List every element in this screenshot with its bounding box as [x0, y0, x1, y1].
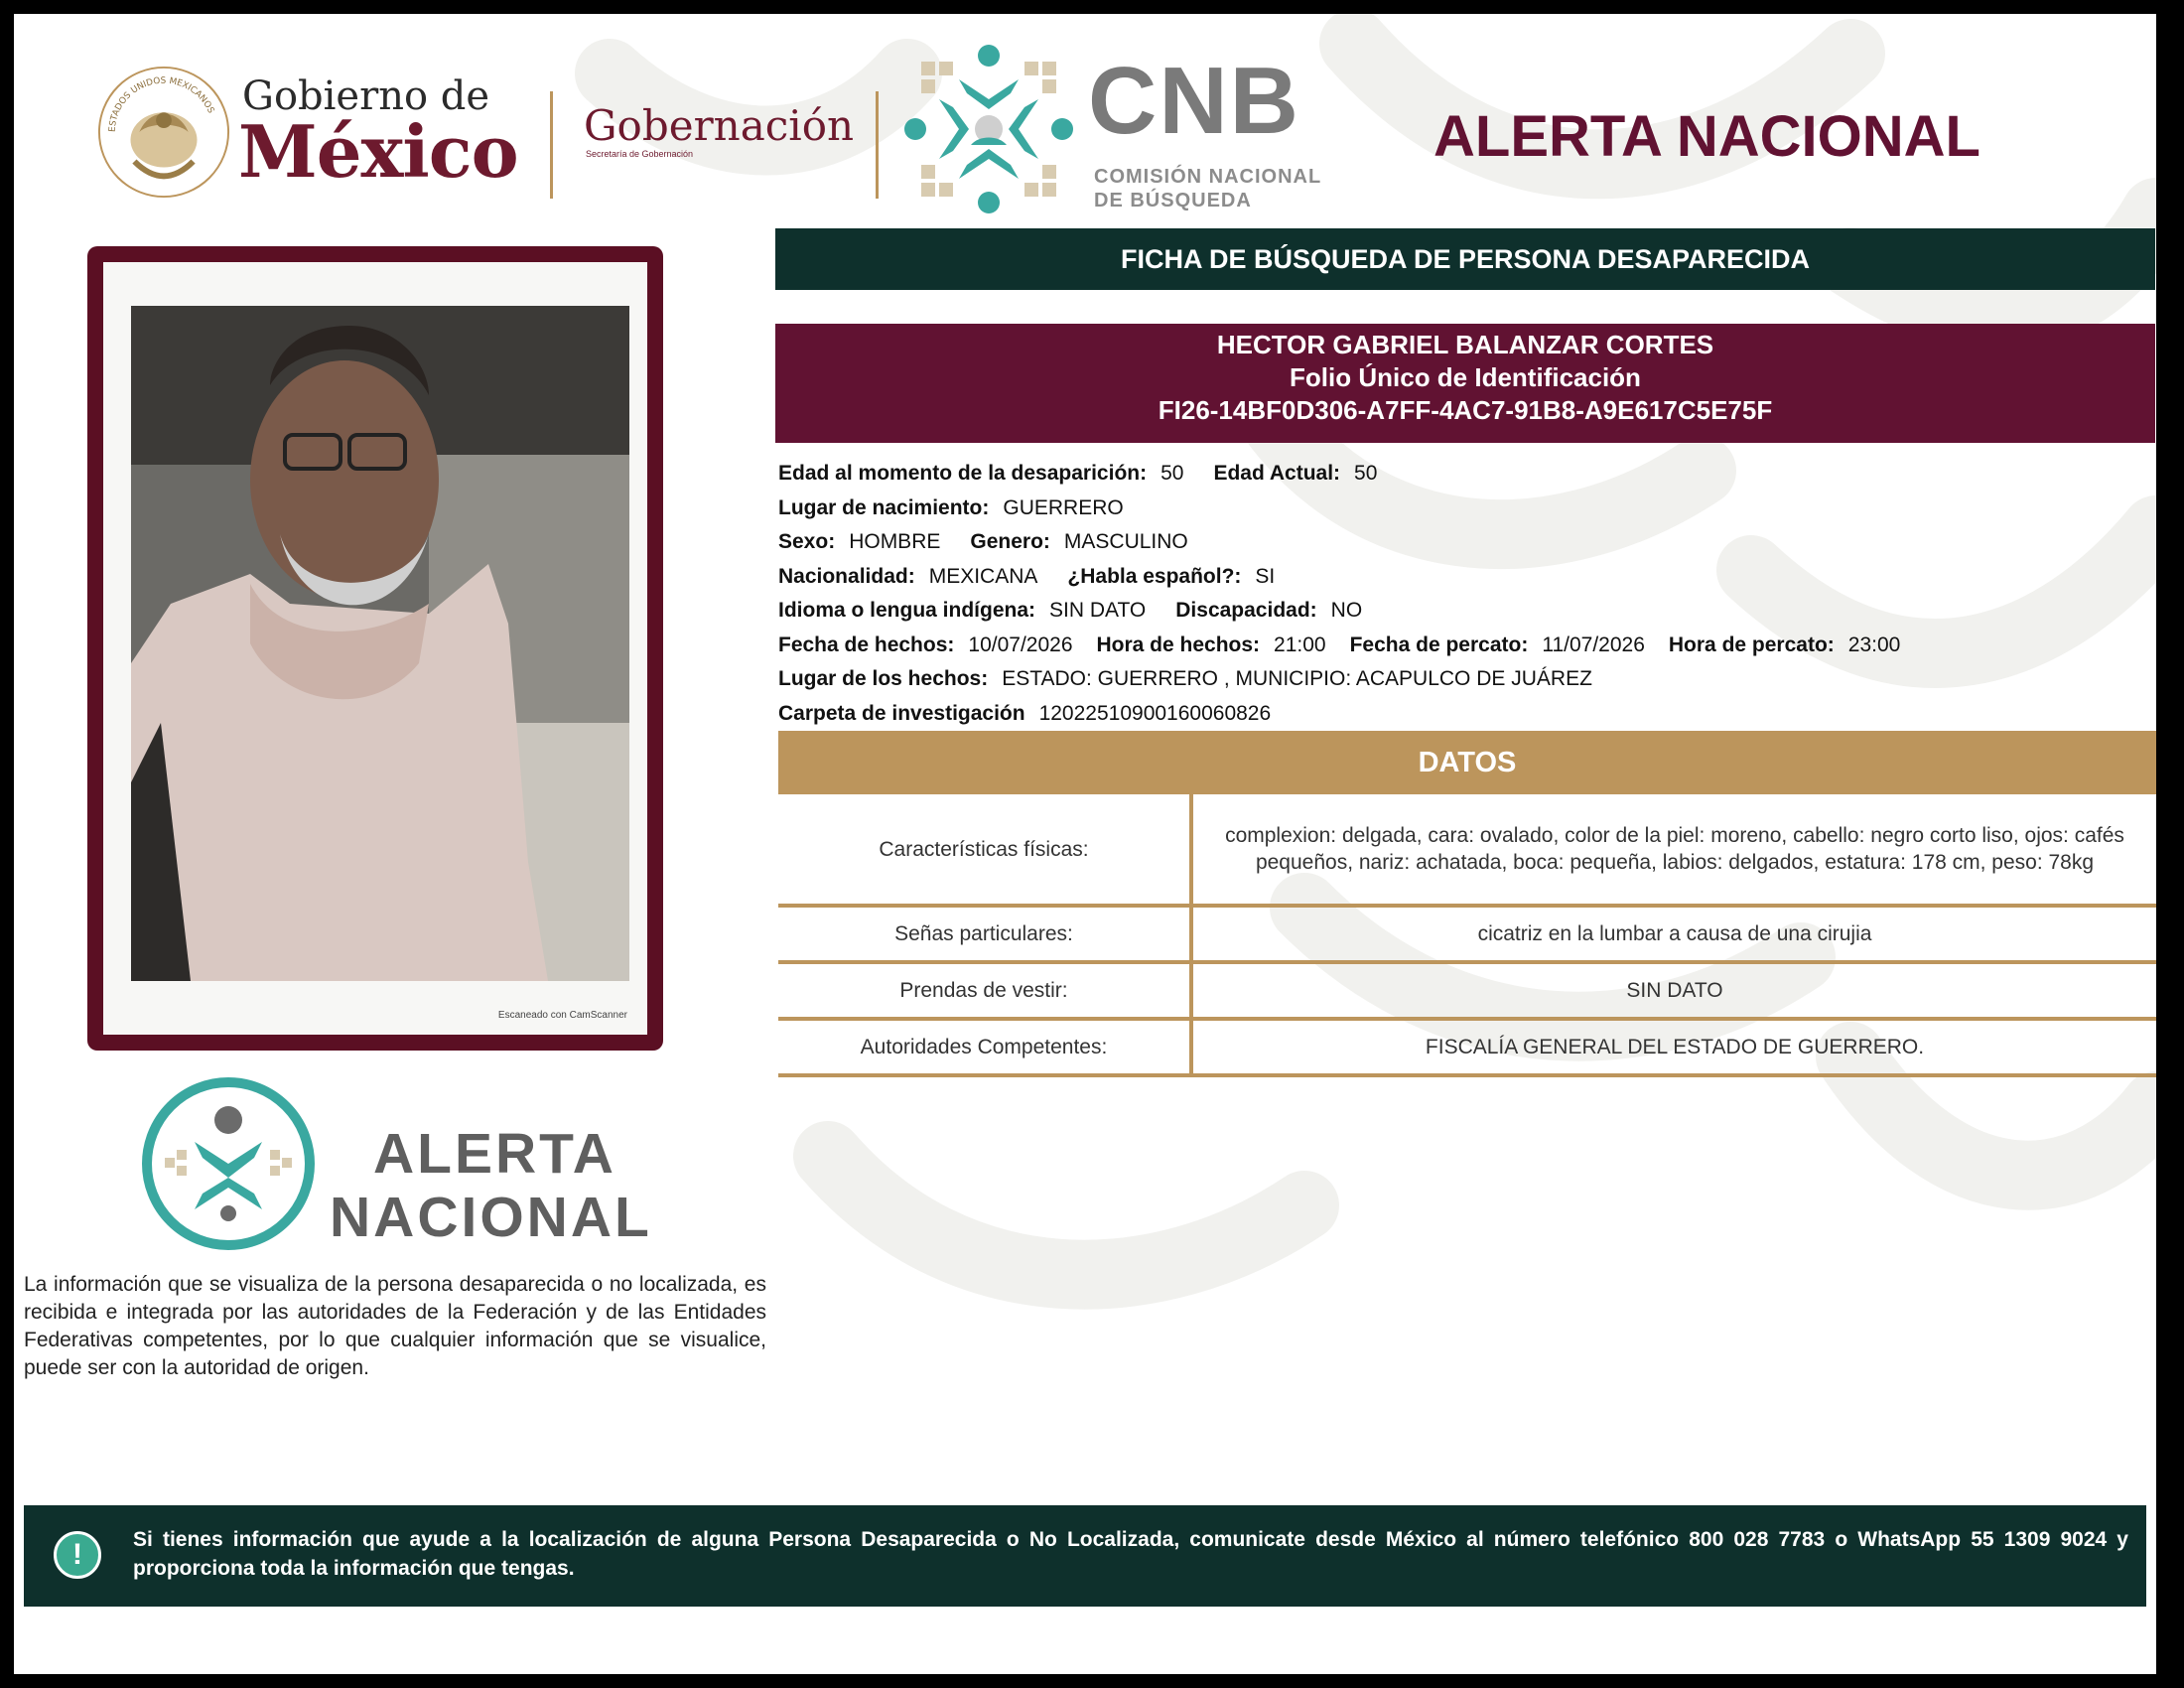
- discapacidad-label: Discapacidad:: [1175, 599, 1317, 623]
- info-row-age: [778, 457, 2156, 492]
- nacionalidad-label: Nacionalidad:: [778, 564, 915, 588]
- photo-caption: Escaneado con CamScanner: [497, 1010, 627, 1021]
- info-row-place: [778, 662, 2156, 697]
- missing-person-photo: [131, 306, 629, 981]
- info-row-nationality: [778, 560, 2156, 595]
- datos-value: complexion: delgada, cara: ovalado, color de la piel: moreno, cabello: negro corto liso, ojos: cafés pequeños, nariz: achatada, boca: pequeña, labios: delgados, estatura: 178 cm, peso: 78kg: [1191, 794, 2156, 906]
- alert-sheet: [14, 14, 2156, 1674]
- genero-label: Genero:: [970, 530, 1050, 554]
- carpeta-label: Carpeta de investigación: [778, 701, 1025, 725]
- lugar-hechos-label: Lugar de los hechos:: [778, 667, 989, 691]
- gobierno-title-line1: Gobierno de: [242, 73, 490, 119]
- table-row: [778, 794, 2156, 906]
- info-row-carpeta: [778, 697, 2156, 732]
- idioma-label: Idioma o lengua indígena:: [778, 599, 1036, 623]
- photo-frame: [87, 246, 663, 1051]
- nacionalidad-value: MEXICANA: [928, 564, 1038, 588]
- genero-value: MASCULINO: [1063, 530, 1188, 554]
- info-row-sex: [778, 525, 2156, 560]
- alerta-nacional-logo-text: [330, 1122, 652, 1249]
- discapacidad-value: NO: [1330, 599, 1363, 623]
- fecha-hechos-label: Fecha de hechos:: [778, 633, 955, 656]
- edad-actual-label: Edad Actual:: [1213, 462, 1341, 486]
- coat-of-arms-icon: [95, 64, 232, 201]
- habla-espanol-value: SI: [1255, 564, 1276, 588]
- datos-title-bar: [778, 731, 2156, 794]
- edad-desaparicion-value: 50: [1160, 462, 1184, 486]
- photo-paper: [103, 262, 647, 1035]
- ficha-title-bar: [775, 228, 2155, 290]
- info-row-dates: [778, 629, 2156, 663]
- gobierno-title-line2: México: [238, 109, 518, 194]
- datos-key: Autoridades Competentes:: [778, 1019, 1191, 1075]
- fecha-hechos-value: 10/07/2026: [968, 633, 1073, 656]
- seal-text: ESTADOS UNIDOS MEXICANOS: [107, 75, 216, 133]
- gobernacion-subtitle: Secretaría de Gobernación: [586, 149, 694, 159]
- datos-key: Características físicas:: [778, 794, 1191, 906]
- person-name: HECTOR GABRIEL BALANZAR CORTES: [1216, 330, 1714, 359]
- cnb-logo-icon: [899, 40, 1078, 218]
- lugar-nacimiento-value: GUERRERO: [1003, 495, 1124, 519]
- exclamation-icon: !: [54, 1531, 101, 1579]
- alerta-nacional-logo-icon: [139, 1074, 318, 1253]
- folio-value: FI26-14BF0D306-A7FF-4AC7-91B8-A9E617C5E75F: [1158, 395, 1773, 425]
- sexo-label: Sexo:: [778, 530, 836, 554]
- info-row-language: [778, 594, 2156, 629]
- cnb-subtitle: [1094, 165, 1321, 212]
- idioma-value: SIN DATO: [1049, 599, 1147, 623]
- sexo-value: HOMBRE: [849, 530, 941, 554]
- header-divider: [876, 91, 879, 199]
- folio-label: Folio Único de Identificación: [1290, 362, 1641, 392]
- table-row: [778, 1019, 2156, 1075]
- lugar-nacimiento-label: Lugar de nacimiento:: [778, 495, 990, 519]
- datos-value: SIN DATO: [1191, 962, 2156, 1019]
- lugar-hechos-value: ESTADO: GUERRERO , MUNICIPIO: ACAPULCO DE JUÁREZ: [1002, 667, 1592, 691]
- habla-espanol-label: ¿Habla español?:: [1067, 564, 1242, 588]
- hora-percato-value: 23:00: [1847, 633, 1901, 656]
- alerta-logo-line1: ALERTA: [373, 1122, 616, 1186]
- hora-hechos-label: Hora de hechos:: [1096, 633, 1261, 656]
- cnb-title: CNB: [1088, 48, 1300, 154]
- hora-percato-label: Hora de percato:: [1668, 633, 1835, 656]
- datos-title: DATOS: [1418, 746, 1517, 778]
- fecha-percato-value: 11/07/2026: [1542, 633, 1645, 656]
- person-info: [778, 457, 2156, 731]
- person-header: [775, 324, 2155, 443]
- edad-desaparicion-label: Edad al momento de la desaparición:: [778, 462, 1148, 486]
- cnb-subtitle-line1: COMISIÓN NACIONAL: [1094, 166, 1322, 188]
- info-row-birthplace: [778, 492, 2156, 526]
- edad-actual-value: 50: [1354, 462, 1378, 486]
- alerta-logo-line2: NACIONAL: [330, 1186, 652, 1249]
- header-divider: [550, 91, 553, 199]
- alerta-nacional-title: ALERTA NACIONAL: [1433, 104, 1980, 169]
- carpeta-value: 12022510900160060826: [1038, 701, 1272, 725]
- disclaimer-text: La información que se visualiza de la persona desaparecida o no localizada, es recibida e integrada por las autoridades de la Federación y de las Entidades Federativas competentes, por lo que cualquier información que se visualice, puede ser con la autoridad de origen.: [24, 1273, 766, 1379]
- fecha-percato-label: Fecha de percato:: [1349, 633, 1529, 656]
- hora-hechos-value: 21:00: [1274, 633, 1326, 656]
- table-row: [778, 962, 2156, 1019]
- datos-table: [778, 794, 2156, 1077]
- datos-value: cicatriz en la lumbar a causa de una cirujia: [1191, 906, 2156, 962]
- datos-value: FISCALÍA GENERAL DEL ESTADO DE GUERRERO.: [1191, 1019, 2156, 1075]
- cnb-subtitle-line2: DE BÚSQUEDA: [1094, 190, 1252, 211]
- contact-text: Si tienes información que ayude a la localización de alguna Persona Desaparecida o No Localizada, comunicate desde México al número telefónico 800 028 7783 o WhatsApp 55 1309 9024 y proporciona toda la información que tengas.: [133, 1528, 2128, 1580]
- table-row: [778, 906, 2156, 962]
- ficha-title: FICHA DE BÚSQUEDA DE PERSONA DESAPARECIDA: [1120, 243, 1811, 274]
- contact-footer: [24, 1505, 2146, 1607]
- datos-key: Señas particulares:: [778, 906, 1191, 962]
- gobernacion-title: Gobernación: [584, 101, 855, 150]
- datos-key: Prendas de vestir:: [778, 962, 1191, 1019]
